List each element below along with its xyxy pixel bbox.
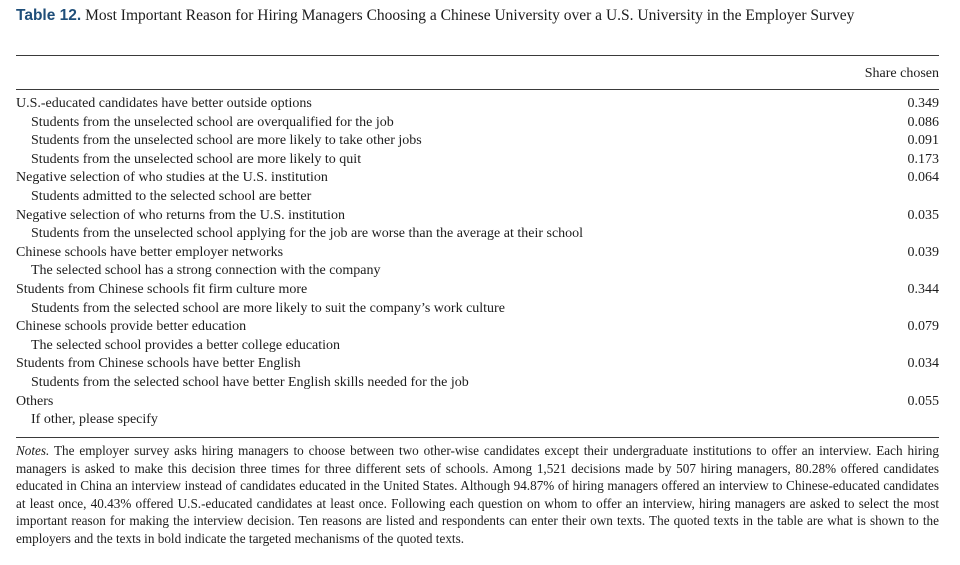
table-row [16, 281, 939, 300]
share-value: 0.091 [907, 133, 939, 149]
table-row [16, 393, 939, 412]
mechanism-label: U.S.-educated candidates have better outside options [16, 96, 312, 111]
column-header-share-chosen: Share chosen [864, 66, 939, 81]
table-subrow [16, 114, 939, 133]
survey-option-text: Students from the unselected school applying for the job are worse than the average at their school [31, 226, 584, 242]
table-subrow [16, 374, 939, 393]
survey-option-text: Students from the unselected school are more likely to take other jobs [31, 133, 422, 149]
share-value: 0.349 [907, 96, 939, 111]
table-subrow [16, 411, 939, 430]
survey-option-text: Students from the selected school have better English skills needed for the job [31, 374, 469, 390]
header-rule [16, 89, 939, 90]
mechanism-label: Chinese schools have better employer networks [16, 244, 284, 260]
share-value: 0.344 [907, 281, 939, 297]
table-subrow [16, 188, 939, 207]
survey-option-text: If other, please specify [31, 412, 158, 428]
table-subrow [16, 262, 939, 281]
table-row [16, 207, 939, 226]
table-caption [16, 5, 946, 26]
top-rule [16, 55, 939, 56]
table-row [16, 355, 939, 374]
survey-option-text: Students from the selected school are more likely to suit the company’s work culture [31, 300, 505, 316]
share-value: 0.055 [907, 393, 939, 409]
table-subrow [16, 337, 939, 356]
mechanism-label: Students from Chinese schools fit firm culture more [16, 281, 308, 297]
survey-option-text: Students from the unselected school are overqualified for the job [31, 114, 394, 130]
table-subrow [16, 151, 939, 170]
table-row [16, 318, 939, 337]
table-title: Most Important Reason for Hiring Managers Choosing a Chinese University over a U.S. University in the Employer Survey [85, 7, 855, 24]
share-value: 0.035 [907, 207, 939, 223]
share-value: 0.079 [907, 319, 939, 335]
table-body [16, 95, 939, 430]
notes-text: The employer survey asks hiring managers to choose between two other-wise candidates except their undergraduate institutions to offer an interview. Each hiring managers is asked to make this decision three times for three different sets of schools. Among 1,521 decisions made by 507 hiring managers, 80.28% offered candidates educated in China an interview instead of candidates educated in the United States. Although 94.87% of hiring managers offered an interview to Chinese-educated candidates at least once, 40.43% offered U.S.-educated candidates at least once. Following each question on whom to offer an interview, hiring managers are asked to select the most important reason for making the interview decision. Ten reasons are listed and respondents can enter their own texts. The quoted texts in the table are what is shown to the employers and the texts in bold indicate the targeted mechanisms of the quoted texts. [16, 443, 939, 546]
table-number: Table 12. [16, 7, 82, 24]
survey-option-text: Students from the unselected school are more likely to quit [31, 151, 362, 167]
notes-label: Notes. [16, 443, 50, 458]
bottom-rule [16, 437, 939, 438]
table-row [16, 169, 939, 188]
table-subrow [16, 225, 939, 244]
share-value: 0.086 [907, 114, 939, 130]
share-value: 0.064 [907, 170, 939, 186]
survey-option-text: The selected school has a strong connection with the company [31, 263, 381, 279]
share-value: 0.173 [907, 151, 939, 167]
mechanism-label: Negative selection of who returns from the U.S. institution [16, 207, 345, 223]
table-subrow [16, 132, 939, 151]
share-value: 0.034 [907, 356, 939, 372]
table-row [16, 244, 939, 263]
mechanism-label: Chinese schools provide better education [16, 319, 247, 335]
table-row [16, 95, 939, 114]
table-subrow [16, 300, 939, 319]
mechanism-label: Students from Chinese schools have better English [16, 356, 301, 372]
table-notes [16, 442, 939, 548]
mechanism-label: Others [16, 393, 54, 409]
share-value: 0.039 [907, 244, 939, 260]
survey-option-text: Students admitted to the selected school are better [31, 188, 312, 204]
survey-option-text: The selected school provides a better college education [31, 337, 341, 353]
mechanism-label: Negative selection of who studies at the U.S. institution [16, 170, 328, 186]
